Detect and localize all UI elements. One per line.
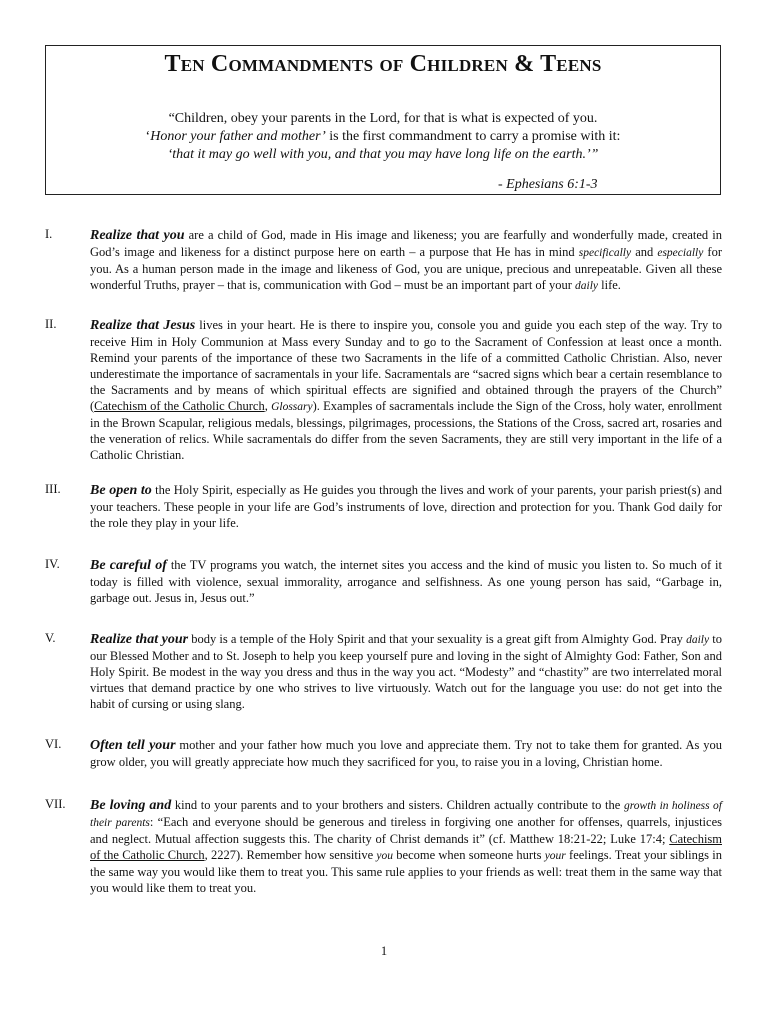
commandment-numeral: I.	[45, 227, 53, 241]
commandment-lead: Often tell your	[90, 738, 176, 753]
emphasis-run: specifically	[578, 247, 632, 259]
emphasis-run: daily	[575, 280, 598, 292]
emphasis-run: especially	[657, 247, 704, 259]
text-run: the TV programs you watch, the internet sites you access and the kind of music you listen to. So much of it today is filled with violence, sexual immorality, arrogance and selfishness. As one young person has said, “Garbage in, garbage out. Jesus in, Jesus out.”	[90, 558, 722, 605]
commandment-numeral: IV.	[45, 557, 60, 571]
scripture-quote-line-1: “Children, obey your parents in the Lord, for that is what is expected of you.	[168, 111, 598, 126]
text-run: become when someone hurts	[393, 848, 545, 862]
page-number: 1	[380, 944, 388, 958]
commandment-lead: Realize that your	[90, 632, 189, 647]
commandment-lead: Be open to	[90, 483, 152, 498]
commandment-lead: Realize that you	[90, 228, 185, 243]
commandment-text	[90, 482, 722, 531]
quote-line-2-rest: is the first commandment to carry a promise with it:	[325, 129, 621, 144]
text-run: lives in your heart. He is there to inspire you, console you and guide you each step of the way. Try to receive Him in Holy Communion at Mass every Sunday and to go to the Sacrament of Confession at least once a month. Remind your parents of the importance of these two Sacraments in the life of a committed Catholic Christian. Also, never underestimate the importance of sacramentals in your life. Sacramentals are “sacred signs which bear a certain resemblance to the Sacraments and by means of which spiritual effects are signified and obtained through the prayers of the Church” (	[90, 318, 722, 413]
commandment-numeral: V.	[45, 631, 56, 645]
text-run: the Holy Spirit, especially as He guides you through the lives and work of your parents, your parish priest(s) and your teachers. These people in your life are God’s instruments of love, direction and protection for you. Thank God daily for the role they play in your life.	[90, 483, 722, 530]
page-title: Ten Commandments of Children & Teens	[164, 51, 602, 77]
commandment-numeral: VII.	[45, 797, 66, 811]
commandment-numeral: VI.	[45, 737, 62, 751]
emphasis-run: you	[376, 850, 394, 862]
commandment-lead: Realize that Jesus	[90, 318, 196, 333]
quote-commandment: Honor your father and mother’	[150, 129, 326, 144]
commandment-text	[90, 227, 722, 294]
text-run: feelings. Treat your siblings in the same way you would like them to treat you. This same rule applies to your friends as well: treat them in the same way that you would like them to treat you.	[90, 848, 722, 895]
text-run: mother and your father how much you love and appreciate them. Try not to take them for granted. As you grow older, you will greatly appreciate how much they sacrificed for you, to raise you in a loving, Christian home.	[90, 738, 722, 769]
text-run: and	[631, 245, 658, 259]
commandment-text	[90, 557, 722, 606]
text-run: life.	[598, 278, 621, 292]
text-run: kind to your parents and to your brothers and sisters. Children actually contribute to the	[171, 798, 624, 812]
text-run: : “Each and everyone should be generous and tireless in forgiving one another for offenses, quarrels, injustices and neglect. Mutual affection suggests this. The charity of Christ demands it” (cf. Matthew 18:21-22; Luke 17:4;	[90, 815, 722, 846]
text-run: ). Examples of sacramentals include the Sign of the Cross, holy water, enrollment in the Brown Scapular, religious medals, blessings, pilgrimages, processions, the Stations of the Cross, sacred art, rosaries and the veneration of relics. While sacramentals do differ from the seven Sacraments, they are still very important in the life of a Catholic Christian.	[90, 399, 722, 462]
commandment-lead: Be loving and	[90, 798, 172, 813]
emphasis-run: growth in holiness of their parents	[90, 800, 722, 829]
catechism-title: Catechism of the Catholic Church	[90, 832, 722, 862]
scripture-quote-line-2	[46, 128, 720, 146]
commandment-text	[90, 737, 722, 770]
catechism-title: Catechism of the Catholic Church	[94, 399, 265, 413]
text-run: are a child of God, made in His image and likeness; you are fearfully and wonderfully made, created in God’s image and likeness for a distinct purpose here on earth – a purpose that He has in mind	[90, 228, 722, 259]
commandment-lead: Be careful of	[90, 558, 167, 573]
text-run: ,	[264, 399, 272, 413]
commandment-numeral: III.	[45, 482, 61, 496]
title-box	[45, 45, 721, 195]
commandment-numeral: II.	[45, 317, 57, 331]
quote-open-mark: ‘	[145, 129, 151, 144]
text-run: to our Blessed Mother and to St. Joseph to help you keep yourself pure and loving in the sight of Almighty God: Father, Son and Holy Spirit. Be modest in the way you dress and thus in the way you act. “Modesty” and “chastity” are two interrelated moral virtues that demand practice by one who strives to live virtuously. Watch out for the language you use: do not get into the habit of cursing or using slang.	[90, 632, 722, 711]
scripture-quote-line-3: ‘that it may go well with you, and that you may have long life on the earth.’”	[167, 147, 599, 162]
commandment-text	[90, 797, 722, 896]
emphasis-run: your	[544, 850, 566, 862]
text-run: for you. As a human person made in the image and likeness of God, you are unique, precious and unrepeatable. Given all these wonderful Truths, prayer – that is, communication with God – must be an important part of your	[90, 245, 722, 292]
emphasis-run: daily	[686, 634, 710, 646]
emphasis-run: Glossary	[271, 401, 313, 413]
commandment-text	[90, 317, 722, 463]
text-run: , 2227). Remember how sensitive	[204, 848, 377, 862]
commandment-text	[90, 631, 722, 712]
text-run: body is a temple of the Holy Spirit and that your sexuality is a great gift from Almighty God. Pray	[188, 632, 687, 646]
scripture-reference: - Ephesians 6:1-3	[498, 177, 598, 192]
